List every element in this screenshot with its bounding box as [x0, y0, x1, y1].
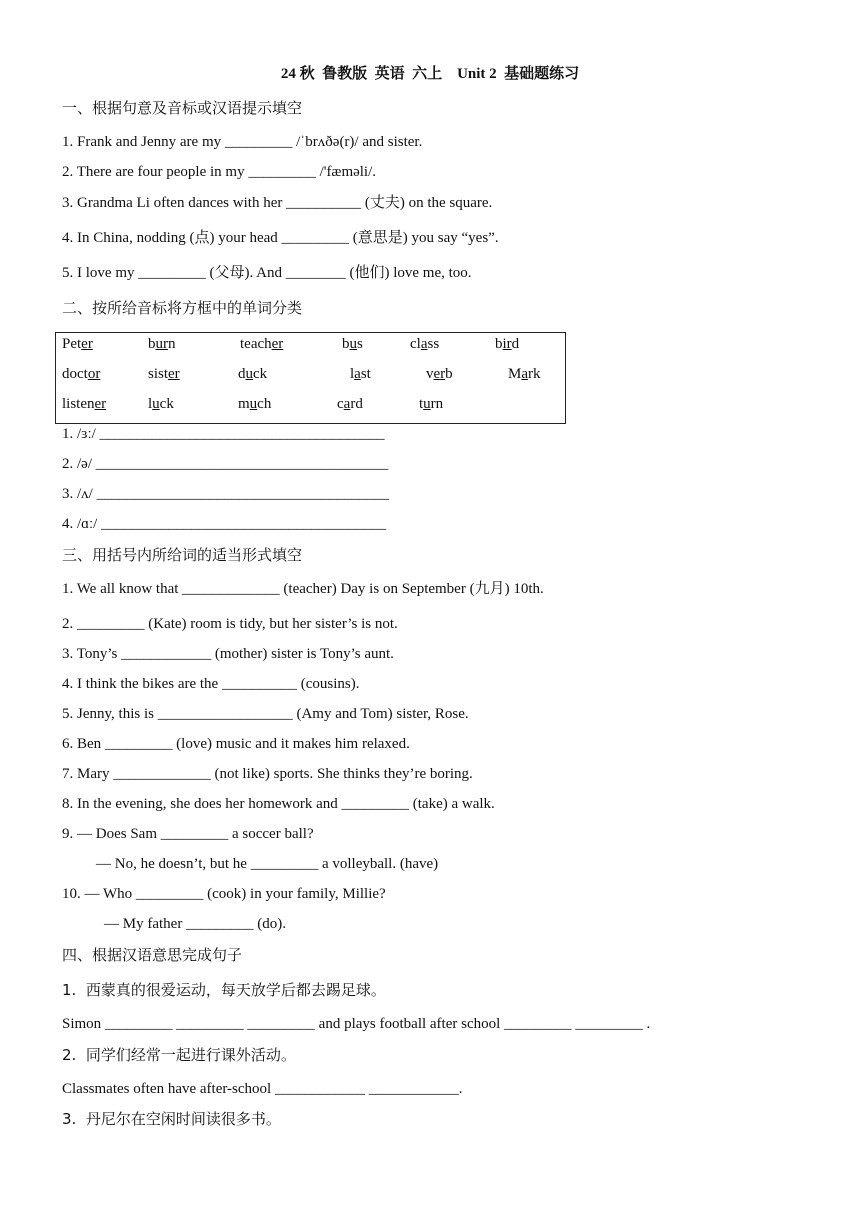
word-box-item: card [337, 396, 363, 412]
word-box-item: luck [148, 396, 174, 412]
s3-question-2: 2. _________ (Kate) room is tidy, but her sister’s is not. [62, 616, 398, 632]
underlined-sound: u [349, 336, 357, 352]
section-3-heading: 三、用括号内所给词的适当形式填空 [62, 546, 303, 564]
s4-question-2-cn: 2. 同学们经常一起进行课外活动。 [62, 1046, 296, 1064]
worksheet-title: 24 秋 鲁教版 英语 六上 Unit 2 基础题练习 [280, 66, 580, 82]
s2-question-4: 4. /ɑː/ ______________________________________ [62, 516, 387, 532]
word-box [55, 332, 566, 424]
s1-question-2: 2. There are four people in my _________ /'fæməli/. [62, 164, 377, 180]
s2-question-2: 2. /ə/ _______________________________________ [62, 456, 389, 472]
underlined-sound: a [521, 366, 529, 382]
word-box-item: duck [238, 366, 268, 382]
word-box-item: bird [495, 336, 520, 352]
underlined-sound: or [87, 366, 101, 382]
s4-question-2-en: Classmates often have after-school ____________ ____________. [62, 1081, 463, 1097]
word-box-item: sister [148, 366, 180, 382]
s3-question-9a: 9. — Does Sam _________ a soccer ball? [62, 826, 314, 842]
word-box-item: class [410, 336, 440, 352]
word-box-item: listener [62, 396, 107, 412]
s3-question-6: 6. Ben _________ (love) music and it makes him relaxed. [62, 736, 410, 752]
s1-question-5: 5. I love my _________ (父母). And ________ (他们) love me, too. [62, 265, 472, 281]
word-box-item: verb [426, 366, 453, 382]
underlined-sound: ur [155, 336, 168, 352]
underlined-sound: a [343, 396, 351, 412]
section-1-heading: 一、根据句意及音标或汉语提示填空 [62, 99, 303, 117]
underlined-sound: u [249, 396, 258, 412]
s1-question-3: 3. Grandma Li often dances with her __________ (丈夫) on the square. [62, 195, 493, 211]
s4-question-1-cn: 1. 西蒙真的很爱运动，每天放学后都去踢足球。 [62, 981, 386, 999]
s1-question-4: 4. In China, nodding (点) your head _________ (意思是) you say “yes”. [62, 230, 499, 246]
s2-question-3: 3. /ʌ/ _______________________________________ [62, 486, 390, 502]
underlined-sound: u [152, 396, 160, 412]
underlined-sound: a [420, 336, 428, 352]
s3-question-7: 7. Mary _____________ (not like) sports. She thinks they’re boring. [62, 766, 473, 782]
word-box-item: bus [342, 336, 363, 352]
underlined-sound: er [433, 366, 446, 382]
underlined-sound: er [81, 336, 93, 352]
word-box-item: doctor [62, 366, 101, 382]
word-box-item: Mark [508, 366, 541, 382]
underlined-sound: u [423, 396, 431, 412]
s3-question-4: 4. I think the bikes are the __________ (cousins). [62, 676, 360, 692]
underlined-sound: ir [502, 336, 512, 352]
word-box-item: turn [419, 396, 444, 412]
s4-question-3-cn: 3. 丹尼尔在空闲时间读很多书。 [62, 1110, 281, 1128]
underlined-sound: a [354, 366, 361, 382]
s3-question-10b: — My father _________ (do). [104, 916, 287, 932]
underlined-sound: u [245, 366, 253, 382]
s3-question-3: 3. Tony’s ____________ (mother) sister is Tony’s aunt. [62, 646, 394, 662]
s1-question-1: 1. Frank and Jenny are my _________ /ˈbrʌðə(r)/ and sister. [62, 134, 423, 150]
underlined-sound: er [94, 396, 107, 412]
section-4-heading: 四、根据汉语意思完成句子 [62, 946, 243, 964]
word-box-item: much [238, 396, 272, 412]
word-box-item: teacher [240, 336, 284, 352]
word-box-item: burn [148, 336, 176, 352]
s2-question-1: 1. /ɜː/ ______________________________________ [62, 426, 385, 442]
word-box-item: last [350, 366, 371, 382]
s3-question-1: 1. We all know that _____________ (teacher) Day is on September (九月) 10th. [62, 581, 544, 597]
s3-question-10a: 10. — Who _________ (cook) in your family, Millie? [62, 886, 386, 902]
underlined-sound: er [271, 336, 284, 352]
s3-question-5: 5. Jenny, this is __________________ (Amy and Tom) sister, Rose. [62, 706, 469, 722]
underlined-sound: er [168, 366, 180, 382]
word-box-item: Peter [62, 336, 93, 352]
s4-question-1-en: Simon _________ _________ _________ and plays football after school _________ _________ . [62, 1016, 651, 1032]
section-2-heading: 二、按所给音标将方框中的单词分类 [62, 299, 303, 317]
s3-question-9b: — No, he doesn’t, but he _________ a volleyball. (have) [96, 856, 439, 872]
s3-question-8: 8. In the evening, she does her homework and _________ (take) a walk. [62, 796, 495, 812]
